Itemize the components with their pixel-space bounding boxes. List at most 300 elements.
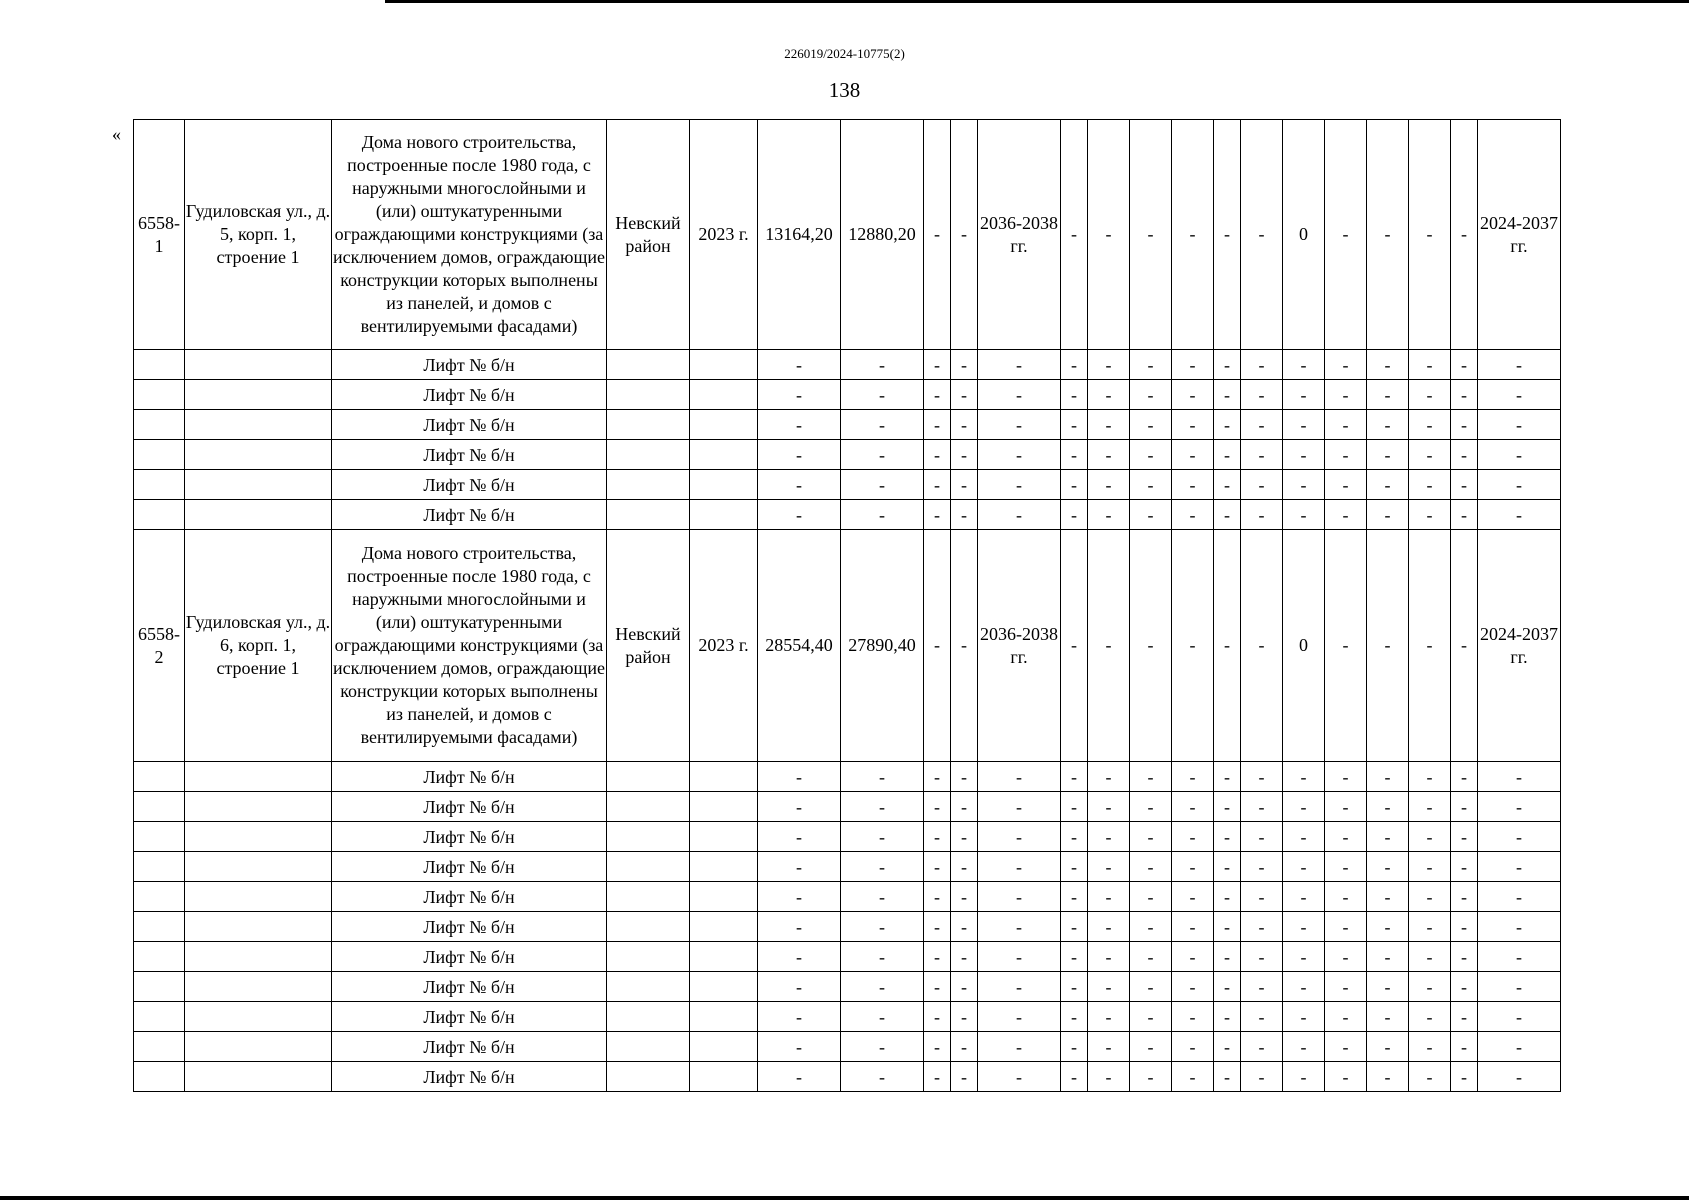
lift-value-cell: - bbox=[1214, 882, 1241, 912]
empty-cell bbox=[134, 1002, 185, 1032]
empty-cell bbox=[690, 350, 758, 380]
value-cell: - bbox=[1367, 120, 1409, 350]
lift-value-cell: - bbox=[1325, 410, 1367, 440]
lift-value-cell: - bbox=[1061, 852, 1088, 882]
lift-value-cell: - bbox=[924, 380, 951, 410]
lift-value-cell: - bbox=[978, 822, 1061, 852]
lift-row bbox=[134, 350, 1561, 380]
year-cell: 2023 г. bbox=[690, 530, 758, 762]
empty-cell bbox=[185, 762, 332, 792]
lift-value-cell: - bbox=[841, 882, 924, 912]
lift-row bbox=[134, 1032, 1561, 1062]
lift-value-cell: - bbox=[1214, 410, 1241, 440]
lift-value-cell: - bbox=[1478, 350, 1561, 380]
lift-value-cell: - bbox=[758, 440, 841, 470]
lift-row bbox=[134, 972, 1561, 1002]
value-cell: - bbox=[951, 530, 978, 762]
lift-value-cell: - bbox=[1172, 822, 1214, 852]
lift-value-cell: - bbox=[1061, 792, 1088, 822]
lift-row bbox=[134, 410, 1561, 440]
empty-cell bbox=[607, 410, 690, 440]
empty-cell bbox=[607, 882, 690, 912]
lift-value-cell: - bbox=[1451, 912, 1478, 942]
building-address: Гудиловская ул., д. 5, корп. 1, строение 1 bbox=[185, 120, 332, 350]
lift-value-cell: - bbox=[1130, 972, 1172, 1002]
lift-value-cell: - bbox=[1409, 822, 1451, 852]
lift-value-cell: - bbox=[1241, 1032, 1283, 1062]
value-cell: - bbox=[1088, 530, 1130, 762]
empty-cell bbox=[607, 470, 690, 500]
lift-value-cell: - bbox=[758, 882, 841, 912]
empty-cell bbox=[185, 1062, 332, 1092]
lift-value-cell: - bbox=[841, 380, 924, 410]
lift-value-cell: - bbox=[1241, 852, 1283, 882]
lift-value-cell: - bbox=[1409, 1002, 1451, 1032]
lift-value-cell: - bbox=[758, 1002, 841, 1032]
lift-value-cell: - bbox=[758, 942, 841, 972]
lift-value-cell: - bbox=[1241, 1002, 1283, 1032]
lift-value-cell: - bbox=[1367, 440, 1409, 470]
lift-value-cell: - bbox=[1241, 912, 1283, 942]
lift-value-cell: - bbox=[924, 762, 951, 792]
lift-value-cell: - bbox=[1409, 762, 1451, 792]
lift-value-cell: - bbox=[1478, 1032, 1561, 1062]
empty-cell bbox=[690, 822, 758, 852]
lift-row bbox=[134, 822, 1561, 852]
value-cell: 2036-2038 гг. bbox=[978, 120, 1061, 350]
lift-value-cell: - bbox=[1283, 350, 1325, 380]
lift-value-cell: - bbox=[1172, 762, 1214, 792]
value-cell: - bbox=[1241, 120, 1283, 350]
lift-value-cell: - bbox=[1325, 500, 1367, 530]
lift-value-cell: - bbox=[1367, 1032, 1409, 1062]
lift-value-cell: - bbox=[978, 1032, 1061, 1062]
lift-value-cell: - bbox=[1478, 380, 1561, 410]
lift-value-cell: - bbox=[978, 470, 1061, 500]
lift-value-cell: - bbox=[1409, 440, 1451, 470]
lift-value-cell: - bbox=[1478, 500, 1561, 530]
empty-cell bbox=[690, 470, 758, 500]
empty-cell bbox=[690, 762, 758, 792]
empty-cell bbox=[607, 762, 690, 792]
lift-row bbox=[134, 1002, 1561, 1032]
lift-label: Лифт № б/н bbox=[332, 792, 607, 822]
lift-value-cell: - bbox=[1088, 1002, 1130, 1032]
lift-value-cell: - bbox=[758, 500, 841, 530]
value-cell: - bbox=[1061, 120, 1088, 350]
empty-cell bbox=[690, 380, 758, 410]
lift-row bbox=[134, 440, 1561, 470]
lift-value-cell: - bbox=[924, 792, 951, 822]
lift-value-cell: - bbox=[924, 350, 951, 380]
empty-cell bbox=[690, 1002, 758, 1032]
district-cell: Невский район bbox=[607, 530, 690, 762]
lift-value-cell: - bbox=[1061, 1062, 1088, 1092]
lift-value-cell: - bbox=[1409, 882, 1451, 912]
lift-value-cell: - bbox=[1172, 500, 1214, 530]
lift-value-cell: - bbox=[978, 852, 1061, 882]
lift-value-cell: - bbox=[1061, 500, 1088, 530]
lift-value-cell: - bbox=[951, 380, 978, 410]
empty-cell bbox=[607, 972, 690, 1002]
lift-value-cell: - bbox=[1214, 912, 1241, 942]
lift-value-cell: - bbox=[1409, 470, 1451, 500]
lift-value-cell: - bbox=[1241, 380, 1283, 410]
lift-value-cell: - bbox=[1061, 1032, 1088, 1062]
lift-value-cell: - bbox=[1451, 380, 1478, 410]
building-type-description: Дома нового строительства, построенные после 1980 года, с наружными многослойными и (или) оштукатуренными ограждающими конструкциями (за исключением домов, ограждающие конструкции которых выполнены из панелей, и домов с вентилируемыми фасадами) bbox=[332, 530, 607, 762]
lift-value-cell: - bbox=[951, 410, 978, 440]
building-number: 6558-2 bbox=[134, 530, 185, 762]
lift-value-cell: - bbox=[924, 410, 951, 440]
empty-cell bbox=[185, 410, 332, 440]
empty-cell bbox=[690, 852, 758, 882]
lift-value-cell: - bbox=[1325, 942, 1367, 972]
lift-value-cell: - bbox=[978, 762, 1061, 792]
lift-value-cell: - bbox=[1061, 410, 1088, 440]
lift-value-cell: - bbox=[1088, 972, 1130, 1002]
lift-value-cell: - bbox=[1130, 410, 1172, 440]
lift-value-cell: - bbox=[1409, 912, 1451, 942]
value-cell: - bbox=[1451, 120, 1478, 350]
lift-value-cell: - bbox=[1088, 380, 1130, 410]
lift-value-cell: - bbox=[978, 942, 1061, 972]
value-cell: 2024-2037 гг. bbox=[1478, 120, 1561, 350]
lift-value-cell: - bbox=[1172, 942, 1214, 972]
lift-value-cell: - bbox=[841, 470, 924, 500]
empty-cell bbox=[690, 440, 758, 470]
empty-cell bbox=[134, 1062, 185, 1092]
lift-value-cell: - bbox=[978, 440, 1061, 470]
lift-value-cell: - bbox=[841, 410, 924, 440]
lift-value-cell: - bbox=[978, 410, 1061, 440]
lift-value-cell: - bbox=[1172, 972, 1214, 1002]
lift-value-cell: - bbox=[924, 822, 951, 852]
empty-cell bbox=[185, 1002, 332, 1032]
lift-value-cell: - bbox=[1451, 500, 1478, 530]
lift-row bbox=[134, 792, 1561, 822]
building-row bbox=[134, 530, 1561, 762]
lift-value-cell: - bbox=[1061, 762, 1088, 792]
empty-cell bbox=[185, 440, 332, 470]
lift-value-cell: - bbox=[1130, 470, 1172, 500]
lift-value-cell: - bbox=[758, 792, 841, 822]
lift-value-cell: - bbox=[1172, 792, 1214, 822]
lift-label: Лифт № б/н bbox=[332, 500, 607, 530]
lift-value-cell: - bbox=[1367, 912, 1409, 942]
value-cell: - bbox=[1214, 530, 1241, 762]
lift-value-cell: - bbox=[1478, 410, 1561, 440]
lift-value-cell: - bbox=[1478, 1062, 1561, 1092]
lift-value-cell: - bbox=[841, 440, 924, 470]
building-address: Гудиловская ул., д. 6, корп. 1, строение 1 bbox=[185, 530, 332, 762]
lift-value-cell: - bbox=[1283, 500, 1325, 530]
lift-value-cell: - bbox=[924, 470, 951, 500]
lift-value-cell: - bbox=[951, 1002, 978, 1032]
empty-cell bbox=[134, 470, 185, 500]
lift-value-cell: - bbox=[758, 822, 841, 852]
lift-value-cell: - bbox=[1214, 762, 1241, 792]
value-cell: 2036-2038 гг. bbox=[978, 530, 1061, 762]
empty-cell bbox=[134, 972, 185, 1002]
lift-value-cell: - bbox=[1409, 410, 1451, 440]
value-cell: 0 bbox=[1283, 530, 1325, 762]
empty-cell bbox=[134, 762, 185, 792]
lift-value-cell: - bbox=[758, 852, 841, 882]
lift-value-cell: - bbox=[1367, 1002, 1409, 1032]
lift-value-cell: - bbox=[758, 912, 841, 942]
empty-cell bbox=[134, 852, 185, 882]
lift-value-cell: - bbox=[1451, 410, 1478, 440]
lift-label: Лифт № б/н bbox=[332, 440, 607, 470]
lift-value-cell: - bbox=[1283, 470, 1325, 500]
empty-cell bbox=[607, 912, 690, 942]
lift-value-cell: - bbox=[841, 1062, 924, 1092]
lift-value-cell: - bbox=[1451, 882, 1478, 912]
lift-label: Лифт № б/н bbox=[332, 350, 607, 380]
lift-value-cell: - bbox=[1451, 822, 1478, 852]
empty-cell bbox=[185, 912, 332, 942]
lift-value-cell: - bbox=[758, 762, 841, 792]
lift-value-cell: - bbox=[1451, 942, 1478, 972]
lift-value-cell: - bbox=[1367, 942, 1409, 972]
lift-value-cell: - bbox=[951, 852, 978, 882]
value-cell: - bbox=[1088, 120, 1130, 350]
lift-value-cell: - bbox=[1130, 1062, 1172, 1092]
empty-cell bbox=[134, 942, 185, 972]
lift-value-cell: - bbox=[1241, 440, 1283, 470]
lift-row bbox=[134, 942, 1561, 972]
building-type-description: Дома нового строительства, построенные после 1980 года, с наружными многослойными и (или) оштукатуренными ограждающими конструкциями (за исключением домов, ограждающие конструкции которых выполнены из панелей, и домов с вентилируемыми фасадами) bbox=[332, 120, 607, 350]
lift-value-cell: - bbox=[1478, 470, 1561, 500]
lift-value-cell: - bbox=[978, 500, 1061, 530]
empty-cell bbox=[690, 972, 758, 1002]
lift-value-cell: - bbox=[1061, 1002, 1088, 1032]
lift-value-cell: - bbox=[1409, 350, 1451, 380]
lift-value-cell: - bbox=[951, 972, 978, 1002]
lift-value-cell: - bbox=[1367, 350, 1409, 380]
lift-value-cell: - bbox=[1241, 470, 1283, 500]
lift-value-cell: - bbox=[1214, 440, 1241, 470]
empty-cell bbox=[607, 852, 690, 882]
lift-value-cell: - bbox=[1088, 882, 1130, 912]
lift-value-cell: - bbox=[978, 792, 1061, 822]
lift-value-cell: - bbox=[1241, 972, 1283, 1002]
lift-value-cell: - bbox=[1241, 410, 1283, 440]
value-cell: - bbox=[1172, 120, 1214, 350]
lift-value-cell: - bbox=[1172, 882, 1214, 912]
lift-value-cell: - bbox=[1088, 410, 1130, 440]
lift-value-cell: - bbox=[1478, 972, 1561, 1002]
lift-value-cell: - bbox=[1172, 1032, 1214, 1062]
lift-value-cell: - bbox=[1451, 1032, 1478, 1062]
lift-value-cell: - bbox=[1283, 822, 1325, 852]
lift-row bbox=[134, 380, 1561, 410]
lift-value-cell: - bbox=[978, 350, 1061, 380]
lift-value-cell: - bbox=[1451, 972, 1478, 1002]
lift-value-cell: - bbox=[1214, 972, 1241, 1002]
lift-value-cell: - bbox=[1409, 500, 1451, 530]
lift-value-cell: - bbox=[1172, 852, 1214, 882]
lift-value-cell: - bbox=[1283, 1032, 1325, 1062]
empty-cell bbox=[607, 1032, 690, 1062]
lift-value-cell: - bbox=[1283, 792, 1325, 822]
lift-label: Лифт № б/н bbox=[332, 410, 607, 440]
lift-value-cell: - bbox=[1409, 380, 1451, 410]
empty-cell bbox=[607, 440, 690, 470]
lift-value-cell: - bbox=[1061, 942, 1088, 972]
lift-value-cell: - bbox=[1325, 912, 1367, 942]
bottom-border-line bbox=[0, 1196, 1689, 1200]
lift-value-cell: - bbox=[1130, 1002, 1172, 1032]
value-cell: - bbox=[924, 530, 951, 762]
lift-value-cell: - bbox=[1088, 852, 1130, 882]
lift-label: Лифт № б/н bbox=[332, 852, 607, 882]
lift-value-cell: - bbox=[978, 972, 1061, 1002]
empty-cell bbox=[134, 882, 185, 912]
value-cell: - bbox=[1172, 530, 1214, 762]
lift-value-cell: - bbox=[1283, 882, 1325, 912]
lift-value-cell: - bbox=[1130, 440, 1172, 470]
lift-value-cell: - bbox=[1214, 822, 1241, 852]
value-cell: - bbox=[951, 120, 978, 350]
lift-value-cell: - bbox=[1283, 410, 1325, 440]
lift-value-cell: - bbox=[1451, 852, 1478, 882]
building-number: 6558-1 bbox=[134, 120, 185, 350]
lift-value-cell: - bbox=[1367, 500, 1409, 530]
lift-value-cell: - bbox=[1367, 852, 1409, 882]
value-cell: - bbox=[1451, 530, 1478, 762]
lift-value-cell: - bbox=[1325, 852, 1367, 882]
living-area-cell: 12880,20 bbox=[841, 120, 924, 350]
lift-value-cell: - bbox=[1451, 350, 1478, 380]
empty-cell bbox=[134, 822, 185, 852]
year-cell: 2023 г. bbox=[690, 120, 758, 350]
lift-value-cell: - bbox=[1478, 852, 1561, 882]
empty-cell bbox=[134, 350, 185, 380]
lift-value-cell: - bbox=[1283, 912, 1325, 942]
lift-value-cell: - bbox=[1130, 882, 1172, 912]
empty-cell bbox=[690, 410, 758, 440]
empty-cell bbox=[607, 1062, 690, 1092]
lift-value-cell: - bbox=[1325, 822, 1367, 852]
lift-value-cell: - bbox=[841, 852, 924, 882]
empty-cell bbox=[185, 380, 332, 410]
lift-row bbox=[134, 500, 1561, 530]
lift-value-cell: - bbox=[924, 440, 951, 470]
lift-value-cell: - bbox=[951, 440, 978, 470]
lift-value-cell: - bbox=[978, 380, 1061, 410]
lift-value-cell: - bbox=[1283, 972, 1325, 1002]
lift-value-cell: - bbox=[924, 852, 951, 882]
value-cell: - bbox=[1409, 530, 1451, 762]
lift-value-cell: - bbox=[978, 882, 1061, 912]
lift-value-cell: - bbox=[1130, 1032, 1172, 1062]
lift-value-cell: - bbox=[1088, 822, 1130, 852]
value-cell: 0 bbox=[1283, 120, 1325, 350]
value-cell: - bbox=[1214, 120, 1241, 350]
value-cell: - bbox=[1367, 530, 1409, 762]
lift-value-cell: - bbox=[1451, 792, 1478, 822]
lift-value-cell: - bbox=[1325, 762, 1367, 792]
district-cell: Невский район bbox=[607, 120, 690, 350]
lift-value-cell: - bbox=[1172, 1062, 1214, 1092]
lift-value-cell: - bbox=[951, 942, 978, 972]
lift-value-cell: - bbox=[1325, 470, 1367, 500]
lift-value-cell: - bbox=[1409, 1062, 1451, 1092]
lift-value-cell: - bbox=[1214, 350, 1241, 380]
building-row bbox=[134, 120, 1561, 350]
lift-value-cell: - bbox=[1325, 882, 1367, 912]
lift-value-cell: - bbox=[1088, 440, 1130, 470]
lift-value-cell: - bbox=[1214, 942, 1241, 972]
lift-label: Лифт № б/н bbox=[332, 972, 607, 1002]
lift-value-cell: - bbox=[1478, 762, 1561, 792]
lift-value-cell: - bbox=[1409, 942, 1451, 972]
lift-label: Лифт № б/н bbox=[332, 942, 607, 972]
lift-value-cell: - bbox=[1061, 882, 1088, 912]
lift-value-cell: - bbox=[924, 882, 951, 912]
lift-value-cell: - bbox=[1409, 852, 1451, 882]
lift-label: Лифт № б/н bbox=[332, 1032, 607, 1062]
lift-value-cell: - bbox=[1130, 792, 1172, 822]
empty-cell bbox=[690, 1032, 758, 1062]
lift-value-cell: - bbox=[1241, 350, 1283, 380]
lift-value-cell: - bbox=[758, 1032, 841, 1062]
total-area-cell: 13164,20 bbox=[758, 120, 841, 350]
lift-value-cell: - bbox=[1130, 762, 1172, 792]
lift-value-cell: - bbox=[1367, 822, 1409, 852]
lift-value-cell: - bbox=[1130, 942, 1172, 972]
lift-value-cell: - bbox=[1088, 350, 1130, 380]
value-cell: 2024-2037 гг. bbox=[1478, 530, 1561, 762]
lift-value-cell: - bbox=[1214, 1002, 1241, 1032]
lift-value-cell: - bbox=[1088, 792, 1130, 822]
lift-value-cell: - bbox=[924, 1002, 951, 1032]
empty-cell bbox=[185, 972, 332, 1002]
lift-value-cell: - bbox=[758, 350, 841, 380]
lift-value-cell: - bbox=[841, 792, 924, 822]
lift-value-cell: - bbox=[924, 500, 951, 530]
empty-cell bbox=[607, 792, 690, 822]
lift-value-cell: - bbox=[1367, 882, 1409, 912]
lift-value-cell: - bbox=[758, 1062, 841, 1092]
lift-value-cell: - bbox=[1241, 882, 1283, 912]
lift-value-cell: - bbox=[1283, 440, 1325, 470]
lift-value-cell: - bbox=[1088, 762, 1130, 792]
lift-value-cell: - bbox=[924, 1032, 951, 1062]
lift-label: Лифт № б/н bbox=[332, 470, 607, 500]
lift-value-cell: - bbox=[1367, 380, 1409, 410]
lift-value-cell: - bbox=[1214, 500, 1241, 530]
lift-value-cell: - bbox=[1325, 972, 1367, 1002]
lift-value-cell: - bbox=[758, 410, 841, 440]
lift-value-cell: - bbox=[841, 350, 924, 380]
lift-value-cell: - bbox=[978, 1002, 1061, 1032]
lift-value-cell: - bbox=[1325, 350, 1367, 380]
value-cell: - bbox=[1325, 120, 1367, 350]
lift-value-cell: - bbox=[758, 972, 841, 1002]
lift-value-cell: - bbox=[1061, 972, 1088, 1002]
empty-cell bbox=[185, 1032, 332, 1062]
lift-value-cell: - bbox=[758, 470, 841, 500]
lift-row bbox=[134, 882, 1561, 912]
lift-value-cell: - bbox=[1283, 1062, 1325, 1092]
lift-value-cell: - bbox=[1478, 822, 1561, 852]
lift-value-cell: - bbox=[1061, 440, 1088, 470]
lift-value-cell: - bbox=[1061, 822, 1088, 852]
empty-cell bbox=[690, 500, 758, 530]
